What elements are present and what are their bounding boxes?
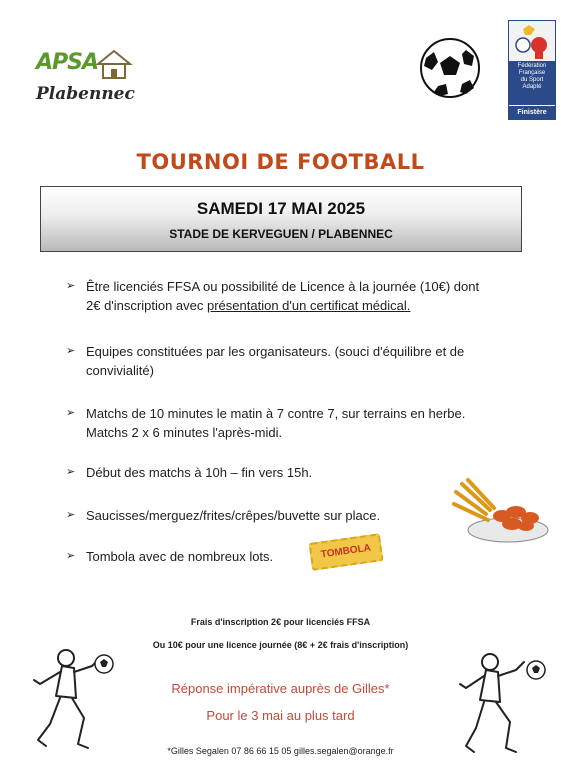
list-item: ➢ Saucisses/merguez/frites/crêpes/buvette sur place.	[66, 508, 381, 523]
football-icon	[418, 36, 482, 100]
footballer-icon	[26, 644, 122, 764]
apsa-logo	[36, 44, 140, 112]
list-item: ➢ Début des matchs à 10h – fin vers 15h.	[66, 465, 313, 480]
response-line-2: Pour le 3 mai au plus tard	[206, 708, 355, 723]
apsa-logo-place: Plabennec	[36, 84, 135, 104]
arrow-bullet-icon: ➢	[66, 509, 76, 521]
arrow-bullet-icon: ➢	[66, 550, 76, 562]
page-title: TOURNOI DE FOOTBALL	[136, 150, 425, 174]
fee-line-2: Ou 10€ pour une licence journée (8€ + 2€ frais d'inscription)	[152, 640, 409, 650]
certificat-medical-text: présentation d'un certificat médical.	[207, 298, 411, 313]
tombola-ticket-icon	[306, 532, 386, 572]
list-item: ➢ Matchs de 10 minutes le matin à 7 contre 7, sur terrains en herbe. Matchs 2 x 6 minutes l'après-midi.	[66, 406, 466, 440]
fee-line-1: Frais d'inscription 2€ pour licenciés FFSA	[190, 617, 371, 627]
arrow-bullet-icon: ➢	[66, 280, 76, 292]
ffsa-logo-region: Finistère	[509, 105, 555, 119]
ffsa-emblem-icon	[509, 21, 555, 61]
response-line-1: Réponse impérative auprès de Gilles*	[171, 681, 390, 696]
event-venue: STADE DE KERVEGUEN / PLABENNEC	[169, 227, 393, 241]
footballer-icon	[446, 650, 550, 770]
apsa-logo-text: APSA	[36, 50, 99, 75]
list-item: ➢ Être licenciés FFSA ou possibilité de Licence à la journée (10€) dont 2€ d'inscription avec présentation d'un certificat médical.	[66, 279, 480, 313]
ffsa-logo-text: Fédération Française du Sport Adapté	[509, 61, 555, 105]
event-banner	[40, 186, 522, 252]
ffsa-logo	[508, 20, 556, 120]
list-item: ➢ Equipes constituées par les organisateurs. (souci d'équilibre et de convivialité)	[66, 344, 465, 378]
contact-info: *Gilles Segalen 07 86 66 15 05 gilles.segalen@orange.fr	[167, 746, 394, 756]
list-item: ➢ Tombola avec de nombreux lots.	[66, 549, 274, 564]
tombola-ticket-label: TOMBOLA	[308, 533, 383, 571]
event-date: SAMEDI 17 MAI 2025	[196, 199, 366, 218]
house-icon	[94, 48, 134, 80]
arrow-bullet-icon: ➢	[66, 407, 76, 419]
arrow-bullet-icon: ➢	[66, 466, 76, 478]
arrow-bullet-icon: ➢	[66, 345, 76, 357]
fries-plate-icon	[446, 474, 550, 548]
